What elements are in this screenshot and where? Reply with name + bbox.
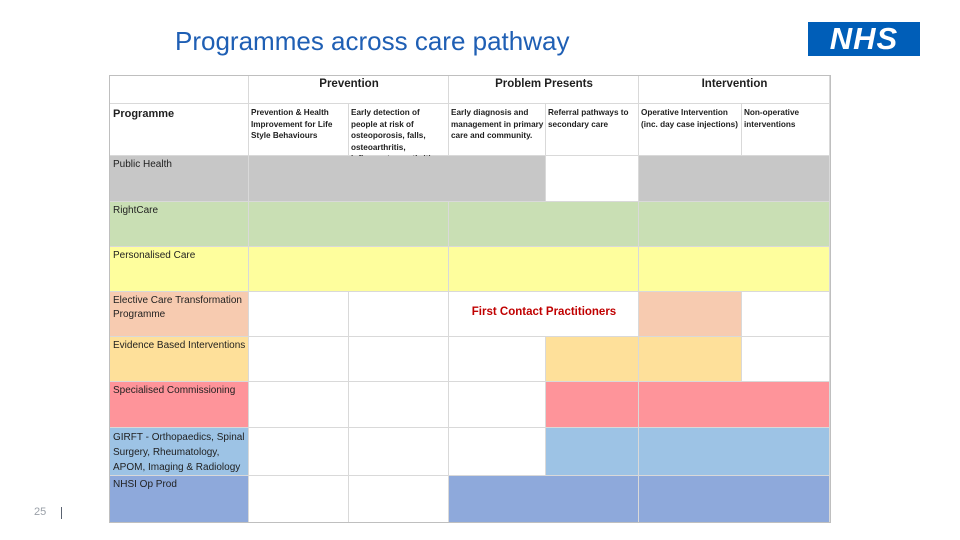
coverage-cell [249,247,449,292]
coverage-cell [742,292,830,337]
group-header-prevention: Prevention [319,78,379,90]
column-header-early-detection: Early detection of people at risk of osteoporosis, falls, osteoarthritis, [351,108,426,152]
coverage-cell [639,247,830,292]
coverage-cell [349,337,449,382]
coverage-cell [546,337,639,382]
column-header-referral-pathways: Referral pathways to secondary care [548,108,629,129]
coverage-cell [249,428,349,476]
coverage-cell [546,156,639,202]
programme-header: Programme [113,108,175,120]
coverage-cell [349,428,449,476]
coverage-cell [349,382,449,428]
coverage-cell [249,202,449,247]
coverage-cell [639,156,830,202]
coverage-cell [449,202,639,247]
row-label-elective-care: Elective Care Transformation Programme [113,295,242,320]
care-pathway-table [109,75,831,523]
coverage-cell [349,476,449,522]
column-header-non-operative: Non-operative interventions [744,108,800,129]
row-label-public-health: Public Health [113,159,172,170]
nhs-logo: NHS [808,22,920,56]
page-title: Programmes across care pathway [175,26,570,56]
coverage-cell [639,476,830,522]
coverage-cell [249,292,349,337]
column-header-lifestyle: Prevention & Health Improvement for Life Style Behaviours [251,108,333,140]
coverage-cell [449,247,639,292]
coverage-cell [742,337,830,382]
page-number-divider [61,507,62,519]
row-label-rightcare: RightCare [113,205,159,216]
coverage-cell [249,476,349,522]
column-header-operative: Operative Intervention (inc. day case injections) [641,108,738,129]
row-label-evidence-based: Evidence Based Interventions [113,340,246,351]
coverage-cell [639,292,742,337]
group-header-problem-presents: Problem Presents [495,78,593,90]
coverage-cell [449,337,546,382]
coverage-cell [249,337,349,382]
group-header-intervention: Intervention [701,78,768,90]
coverage-cell [639,202,830,247]
coverage-cell [639,428,830,476]
coverage-cell [349,292,449,337]
coverage-cell [449,476,639,522]
column-header-early-diagnosis: Early diagnosis and management in primary care and community. [451,108,544,140]
row-label-specialised-commissioning: Specialised Commissioning [113,385,236,396]
page-number: 25 [34,506,47,518]
coverage-cell [639,382,830,428]
coverage-cell [249,382,349,428]
coverage-cell [546,382,639,428]
first-contact-practitioners-label: First Contact Practitioners [471,306,617,318]
coverage-cell [639,337,742,382]
row-label-nhsi-op-prod: NHSI Op Prod [113,479,177,490]
coverage-cell [449,382,546,428]
coverage-cell [546,428,639,476]
coverage-cell [449,428,546,476]
row-label-girft: GIRFT - Orthopaedics, Spinal Surgery, Rheumatology, APOM, Imaging & Radiology [113,432,245,473]
coverage-cell [249,156,546,202]
row-label-personalised-care: Personalised Care [113,250,196,261]
header-corner-cell [110,76,249,104]
